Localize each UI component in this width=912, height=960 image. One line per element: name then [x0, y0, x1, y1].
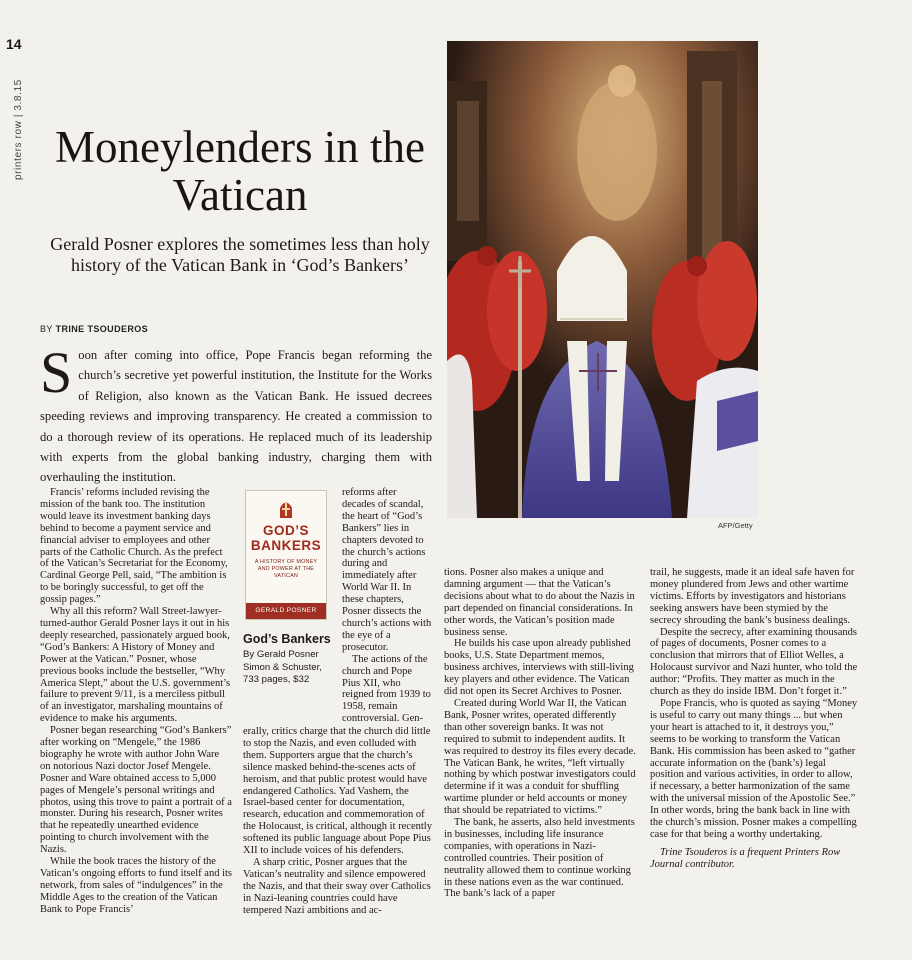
paragraph: Posner began researching “God’s Bankers” after working on “Mengele,” the 1986 biography he wrote with author John Ware on notorious Nazi doctor Josef Mengele. Posner and Ware obtained access to 5,000 pages of Mengele’s personal writings and photos, using this trove to paint a portrait of a monster. During his research, Posner writes that he repeatedly unearthed evidence pointing to church involvement with the Nazis. — [40, 725, 232, 856]
drop-cap: S — [40, 340, 73, 405]
paragraph: Why all this reform? Wall Street-lawyer-turned-author Gerald Posner lays it out in his deeply researched, passionately argued book, “God’s Bankers: A History of Money and Power at the Vatican.” Posner, whose previous books include the bestseller, “Why America Slept,” about the U.S. government’s failure to prevent 9/11, is a merciless pitbull of an investigator, marshaling mountains of evidence to make his arguments. — [40, 606, 231, 725]
mitre-icon — [278, 499, 294, 519]
book-details: 733 pages, $32 — [243, 674, 310, 686]
book-meta — [243, 649, 335, 687]
photo-illustration — [447, 41, 758, 518]
paragraph: Francis’ reforms included revising the mission of the bank too. The institution would leave its investment banking days behind to become a payment service and financial adviser to employees and other parts of the Catholic Church. As the prefect of the Vatican’s Secretariat for the Economy, Cardinal George Pell, said, “The ambition is to be boringly successful, to get off the gossip pages.” — [40, 487, 228, 606]
book-author: By Gerald Posner — [243, 649, 319, 660]
tagline: Trine Tsouderos is a frequent Printers Row Journal contributor. — [650, 846, 841, 870]
running-head-text: printers row | 3.8.15 — [13, 79, 24, 180]
column-2-top — [342, 487, 432, 725]
byline-name: TRINE TSOUDEROS — [55, 324, 149, 334]
paragraph: While the book traces the history of the Vatican’s ongoing efforts to fund itself and its network, from sales of “indulgences” in the Middle Ages to the creation of the Vatican Bank to Pope Francis’ — [40, 856, 232, 915]
byline — [40, 324, 148, 334]
paragraph: erally, critics charge that the church did little to stop the Nazis, and even colluded with them. Supporters argue that the church’s silence masked behind-the-scenes acts of heroism, and that public protest would have endangered Catholics. Yad Vashem, the Israel-based center for documentation, research, education and commemoration of the Holocaust, is critical, although it recently softened its public language about Pope Pius XII to include voices of his defenders. — [243, 726, 432, 857]
cover-subtitle: A HISTORY OF MONEY AND POWER AT THE VATICAN — [254, 559, 318, 579]
cover-title: GOD’S BANKERS — [250, 523, 322, 553]
page-number: 14 — [6, 36, 22, 52]
paragraph: trail, he suggests, made it an ideal safe haven for money plundered from Jews and other wartime victims. Efforts by investigators and historians seeking answers have been stymied by the secrecy shrouding the bank’s business dealings. — [650, 567, 855, 626]
book-publisher: Simon & Schuster, — [243, 661, 322, 673]
column-3 — [444, 567, 636, 900]
lead-text: oon after coming into office, Pope Francis began reforming the church’s secretive yet powerful institution, the Institute for the Works of Religion, also known as the Vatican Bank. He issued decrees speeding reviews and improving transparency. He created a commission to do a thorough review of its operations. He replaced much of its leadership with experts from the global banking industry, charging them with overhauling the institution. — [40, 348, 432, 485]
article-photo — [447, 41, 758, 518]
column-2-bottom — [243, 726, 435, 917]
paragraph: The bank, he asserts, also held investments in businesses, including life insurance companies, with operations in Nazi-controlled countries. Their position of neutrality allowed them to continue working in these nations even as the war continued. The bank’s lack of a paper — [444, 817, 635, 900]
paragraph: He builds his case upon already published books, U.S. State Department memos, business archives, interviews with still-living key players and other evidence. The Vatican did not open its Secret Archives to Posner. — [444, 638, 634, 698]
paragraph: A sharp critic, Posner argues that the Vatican’s neutrality and silence empowered the Nazis, and that their sway over Catholics in Nazi-leaning countries could have tempered Nazi ambitions and ac- — [243, 856, 431, 916]
paragraph: The actions of the church and Pope Pius XII, who reigned from 1939 to 1958, remain controversial. Gen- — [342, 653, 431, 725]
paragraph: Pope Francis, who is quoted as saying “Money is useful to carry out many things ... but when your heart is attached to it, it destroys you,” seems to be working to transform the Vatican Bank. His commission has been asked to “gather accurate information on the (bank’s) legal position and various activities, in order to allow, if necessary, a better harmonization of the same with the universal mission of the Apostolic See.” In other words, bring the bank back in line with the church’s mission. Posner makes a compelling case for that being a worthy undertaking. — [650, 697, 858, 840]
paragraph: Created during World War II, the Vatican Bank, Posner writes, operated differently than other sovereign banks. It was not required to submit to independent audits. It was required to destroy its files every decade. The Vatican Bank, he writes, “left virtually nothing by which postwar investigators could determine if it was a conduit for shuffling wartime plunder or held accounts or money that should be repatriated to victims.” — [444, 697, 636, 817]
column-4 — [650, 567, 858, 871]
headline: Moneylenders in the Vatican — [55, 122, 425, 220]
column-1 — [40, 487, 232, 916]
book-info-box — [243, 490, 335, 687]
dek: Gerald Posner explores the sometimes less than holy history of the Vatican Bank in ‘God’s Bankers’ — [50, 234, 430, 275]
book-title: God’s Bankers — [243, 632, 331, 646]
book-cover — [245, 490, 327, 620]
lead-paragraph — [40, 340, 432, 488]
running-head — [1, 62, 24, 182]
photo-credit: AFP/Getty — [718, 521, 753, 530]
paragraph: Despite the secrecy, after examining thousands of pages of documents, Posner comes to a conclusion that mirrors that of Elliot Welles, a Holocaust survivor and Nazi hunter, who told the author: “Profits. They matter as much in the church as they do inside IBM. Don’t forget it.” — [650, 626, 858, 698]
cover-author: GERALD POSNER — [246, 603, 326, 619]
byline-prefix: BY — [40, 324, 53, 334]
paragraph: tions. Posner also makes a unique and damning argument — that the Vatican’s decisions about what to do about the Nazis in part depended on financial considerations. In other words, the Vatican’s position made business sense. — [444, 567, 635, 638]
paragraph: reforms after decades of scandal, the heart of “God’s Bankers” lies in chapters devoted to the church’s actions during and immediately after World War II. In these chapters, Posner dissects the church’s actions with the eye of a prosecutor. — [342, 487, 432, 653]
